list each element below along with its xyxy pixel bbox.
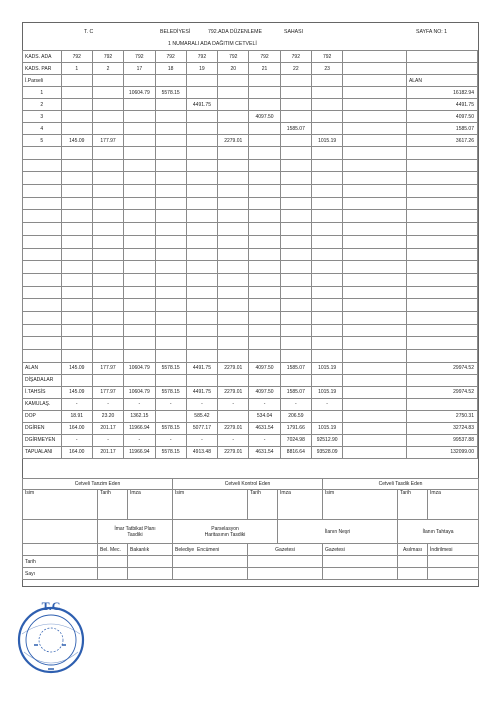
table-cell (280, 135, 311, 147)
table-cell (311, 99, 342, 111)
table-cell (186, 135, 217, 147)
table-cell (280, 374, 311, 386)
summary-total: 132099.00 (406, 446, 477, 458)
table-cell: 1015.19 (311, 362, 342, 374)
table-cell: 19 (186, 63, 217, 75)
tarih-row-label: Tarih (23, 556, 98, 568)
table-cell: 1585.07 (280, 362, 311, 374)
table-cell (186, 87, 217, 99)
table-cell: 1362.15 (124, 410, 155, 422)
header-municipality: BELEDİYESİ (160, 29, 191, 35)
sig-isim-3: İsim (323, 490, 398, 520)
table-cell: 5077.17 (186, 422, 217, 434)
gazetesi-1: Gazetesi (248, 544, 323, 556)
table-cell: - (218, 434, 249, 446)
table-cell: 792 (186, 51, 217, 63)
sig-group-checked: Cetveli Kontrol Eden (173, 479, 323, 490)
table-cell (249, 99, 280, 111)
table-cell: - (186, 398, 217, 410)
blank-row (23, 273, 478, 286)
table-cell: 177.97 (92, 135, 123, 147)
summary-row (23, 434, 478, 446)
header-area: SAHASI (284, 29, 304, 35)
table-cell: 2279.01 (218, 135, 249, 147)
blank-row (23, 235, 478, 248)
table-cell: - (186, 434, 217, 446)
table-cell (186, 111, 217, 123)
distribution-table (22, 50, 478, 459)
blank-row (23, 159, 478, 172)
table-cell: - (92, 434, 123, 446)
table-cell (249, 123, 280, 135)
parcel-row (23, 111, 478, 123)
signature-table (22, 478, 479, 580)
tasdiki-label: Tasdiki (127, 531, 143, 538)
blank-row (23, 147, 478, 160)
table-cell (218, 410, 249, 422)
table-cell: 23.20 (92, 410, 123, 422)
parcel-number: 2 (23, 99, 62, 111)
table-cell: 201.17 (92, 446, 123, 458)
table-cell: - (124, 398, 155, 410)
table-cell (218, 123, 249, 135)
table-cell: 164.00 (61, 422, 92, 434)
table-cell: 145.09 (61, 386, 92, 398)
table-cell (186, 123, 217, 135)
summary-row (23, 410, 478, 422)
table-cell: - (124, 434, 155, 446)
parcel-row (23, 99, 478, 111)
table-cell: 17 (124, 63, 155, 75)
parcel-number: 5 (23, 135, 62, 147)
summary-row (23, 374, 478, 386)
table-cell (249, 374, 280, 386)
table-cell: 21 (249, 63, 280, 75)
table-cell: 1585.07 (280, 123, 311, 135)
sig-imza-3: İmza (428, 490, 479, 520)
table-cell (124, 374, 155, 386)
table-cell (92, 123, 123, 135)
table-cell: 792 (92, 51, 123, 63)
parcel-row (23, 135, 478, 147)
sig-tarih-2: Tarih (248, 490, 278, 520)
summary-total: 32724.83 (406, 422, 477, 434)
table-cell (92, 99, 123, 111)
parselasyon-label: Parselasyon (211, 525, 239, 532)
summary-label: ALAN (23, 362, 62, 374)
sig-imza-1: İmza (128, 490, 173, 520)
table-cell: 93528.09 (311, 446, 342, 458)
table-cell: 1 (61, 63, 92, 75)
asilmasi-label: Asılması (398, 544, 428, 556)
blank-row (23, 223, 478, 236)
table-cell (61, 123, 92, 135)
blank-row (23, 185, 478, 198)
seal-text: T.C (41, 599, 61, 613)
summary-label: DGİRMEYEN (23, 434, 62, 446)
table-cell: 10604.79 (124, 386, 155, 398)
parselasyon-haritasi (173, 520, 278, 544)
blank-row (23, 197, 478, 210)
sig-tarih-1: Tarih (98, 490, 128, 520)
table-cell: 5578.15 (155, 386, 186, 398)
imar-tatbikat-plani (98, 520, 173, 544)
table-cell: 1015.19 (311, 422, 342, 434)
ilanin-tahtaya: İlanın Tahtaya (398, 520, 479, 544)
table-cell: 4097.50 (249, 111, 280, 123)
parcel-row (23, 123, 478, 135)
encumeni-label: Encümeni (196, 546, 220, 553)
table-cell: 2279.01 (218, 386, 249, 398)
table-cell: 4631.54 (249, 422, 280, 434)
table-cell: 2279.01 (218, 422, 249, 434)
table-cell: 92512.90 (311, 434, 342, 446)
bakanlik-label: Bakanlık (128, 544, 173, 556)
table-cell: 4631.54 (249, 446, 280, 458)
table-cell: 1585.07 (280, 386, 311, 398)
blank-row (23, 311, 478, 324)
table-cell: 206.59 (280, 410, 311, 422)
table-cell: 10604.79 (124, 87, 155, 99)
table-cell: - (155, 434, 186, 446)
table-cell (155, 111, 186, 123)
sig-empty (23, 520, 98, 544)
summary-row (23, 362, 478, 374)
table-cell: - (249, 434, 280, 446)
table-cell (61, 111, 92, 123)
parcel-total: 4491.75 (406, 99, 477, 111)
table-cell (155, 123, 186, 135)
table-cell: 5578.15 (155, 446, 186, 458)
table-cell: 20 (218, 63, 249, 75)
table-cell: 5578.15 (155, 362, 186, 374)
row-label: KADS. PAR (23, 63, 62, 75)
table-cell (218, 87, 249, 99)
summary-label: İ.TAHSİS (23, 386, 62, 398)
table-cell: - (249, 398, 280, 410)
blank-row (23, 337, 478, 350)
table-cell: 201.17 (92, 422, 123, 434)
blank-row (23, 210, 478, 223)
table-cell: 177.97 (92, 386, 123, 398)
table-cell (311, 87, 342, 99)
table-cell (249, 87, 280, 99)
table-cell (218, 374, 249, 386)
table-cell: 1015.19 (311, 386, 342, 398)
table-cell (249, 135, 280, 147)
blank-row (23, 299, 478, 312)
table-cell: 2279.01 (218, 446, 249, 458)
table-cell: - (61, 434, 92, 446)
table-cell: 18.91 (61, 410, 92, 422)
blank-row (23, 286, 478, 299)
table-cell (155, 374, 186, 386)
summary-row (23, 398, 478, 410)
gazetesi-2: Gazetesi (323, 544, 398, 556)
blank-row (23, 324, 478, 337)
municipality-seal (12, 594, 90, 684)
table-cell: 7024.98 (280, 434, 311, 446)
belediye-encumeni (173, 544, 248, 556)
parcel-total: 4097.50 (406, 111, 477, 123)
table-cell: 4491.75 (186, 362, 217, 374)
table-cell (218, 99, 249, 111)
header-ada: 792.ADA DÜZENLEME (208, 29, 262, 35)
parcel-header-row (23, 75, 478, 87)
table-cell: 18 (155, 63, 186, 75)
table-cell (124, 99, 155, 111)
table-cell (92, 111, 123, 123)
table-cell: 4097.50 (249, 386, 280, 398)
parcel-header: İ.Parseli (23, 75, 62, 87)
parcel-row (23, 87, 478, 99)
haritasinin-tasdiki-label: Haritasının Tasdiki (204, 531, 246, 538)
blank-row (23, 350, 478, 363)
table-cell: 23 (311, 63, 342, 75)
table-cell: - (218, 398, 249, 410)
table-cell (186, 374, 217, 386)
belediye-label: Belediye (175, 546, 195, 553)
summary-row (23, 386, 478, 398)
sig-isim-1: İsim (23, 490, 98, 520)
table-cell: - (155, 398, 186, 410)
parcel-total: 16182.94 (406, 87, 477, 99)
parcel-total: 3617.26 (406, 135, 477, 147)
table-cell: - (311, 398, 342, 410)
table-cell (218, 111, 249, 123)
table-cell: 22 (280, 63, 311, 75)
table-cell: - (61, 398, 92, 410)
header-tc: T. C (84, 29, 94, 35)
sig-tarih-3: Tarih (398, 490, 428, 520)
summary-total: 29974.52 (406, 386, 477, 398)
bel-mec-label: Bel. Mec. (98, 544, 128, 556)
summary-label: TAPUALANI (23, 446, 62, 458)
table-cell: - (92, 398, 123, 410)
alan-header: ALAN (406, 75, 477, 87)
imar-tatbikat-label: İmar Tatbikat Planı (114, 525, 156, 532)
table-cell: 792 (249, 51, 280, 63)
summary-total (406, 398, 477, 410)
summary-total: 2750.31 (406, 410, 477, 422)
sig-group-prepared: Cetveli Tanzim Eden (23, 479, 173, 490)
table-cell (61, 374, 92, 386)
table-cell (155, 99, 186, 111)
table-cell: 8816.64 (280, 446, 311, 458)
summary-row (23, 422, 478, 434)
page-number: SAYFA NO: 1 (416, 29, 448, 35)
table-cell (92, 374, 123, 386)
summary-total: 29974.52 (406, 362, 477, 374)
parcel-total: 1585.07 (406, 123, 477, 135)
sig-imza-2: İmza (278, 490, 323, 520)
blank-row (23, 248, 478, 261)
table-cell (311, 410, 342, 422)
sayi-row-label: Sayı (23, 568, 98, 580)
table-cell (124, 111, 155, 123)
summary-label: DOP (23, 410, 62, 422)
table-cell (280, 111, 311, 123)
row-label: KADS. ADA (23, 51, 62, 63)
summary-label: DGİREN (23, 422, 62, 434)
summary-label: DİŞADALAR (23, 374, 62, 386)
table-cell (61, 87, 92, 99)
table-cell: 792 (280, 51, 311, 63)
table-cell (124, 135, 155, 147)
table-title: 1 NUMARALI ADA DAĞITIM CETVELİ (168, 41, 257, 47)
table-cell: 5578.15 (155, 87, 186, 99)
table-cell: 792 (155, 51, 186, 63)
table-cell: 164.00 (61, 446, 92, 458)
table-cell: 4913.48 (186, 446, 217, 458)
table-cell (311, 111, 342, 123)
sig-empty-2 (23, 544, 98, 556)
table-cell: 5578.15 (155, 422, 186, 434)
table-cell: 11966.94 (124, 446, 155, 458)
table-cell (311, 374, 342, 386)
table-cell (155, 135, 186, 147)
table-cell: 145.09 (61, 135, 92, 147)
table-cell (124, 123, 155, 135)
summary-total: 99537.88 (406, 434, 477, 446)
ilanin-nesri: İlanın Neşri (278, 520, 398, 544)
table-cell: 792 (124, 51, 155, 63)
table-cell: 145.09 (61, 362, 92, 374)
table-cell: 792 (61, 51, 92, 63)
summary-label: KAMULAŞ. (23, 398, 62, 410)
parcel-number: 4 (23, 123, 62, 135)
table-cell (280, 87, 311, 99)
table-cell: 4097.50 (249, 362, 280, 374)
table-cell (92, 87, 123, 99)
table-cell: 4491.75 (186, 99, 217, 111)
table-cell: 10604.79 (124, 362, 155, 374)
table-cell: 585.42 (186, 410, 217, 422)
table-cell: 4491.75 (186, 386, 217, 398)
table-cell: 11966.94 (124, 422, 155, 434)
table-cell: 534.04 (249, 410, 280, 422)
blank-row (23, 172, 478, 185)
summary-total (406, 374, 477, 386)
sig-group-approved: Cetveli Tasdik Eden (323, 479, 479, 490)
table-cell: 792 (218, 51, 249, 63)
sig-isim-2: İsim (173, 490, 248, 520)
table-cell (155, 410, 186, 422)
table-cell: 792 (311, 51, 342, 63)
parcel-number: 1 (23, 87, 62, 99)
table-cell: 2279.01 (218, 362, 249, 374)
parcel-number: 3 (23, 111, 62, 123)
indirilmesi-label: İndirilmesi (428, 544, 479, 556)
table-cell: 1015.19 (311, 135, 342, 147)
table-cell: 2 (92, 63, 123, 75)
table-cell: 1791.66 (280, 422, 311, 434)
kads-par-row (23, 63, 478, 75)
table-cell (311, 123, 342, 135)
kads-ada-row (23, 51, 478, 63)
summary-row (23, 446, 478, 458)
table-cell (280, 99, 311, 111)
table-cell: 177.97 (92, 362, 123, 374)
blank-row (23, 261, 478, 274)
table-cell (61, 99, 92, 111)
table-cell: - (280, 398, 311, 410)
